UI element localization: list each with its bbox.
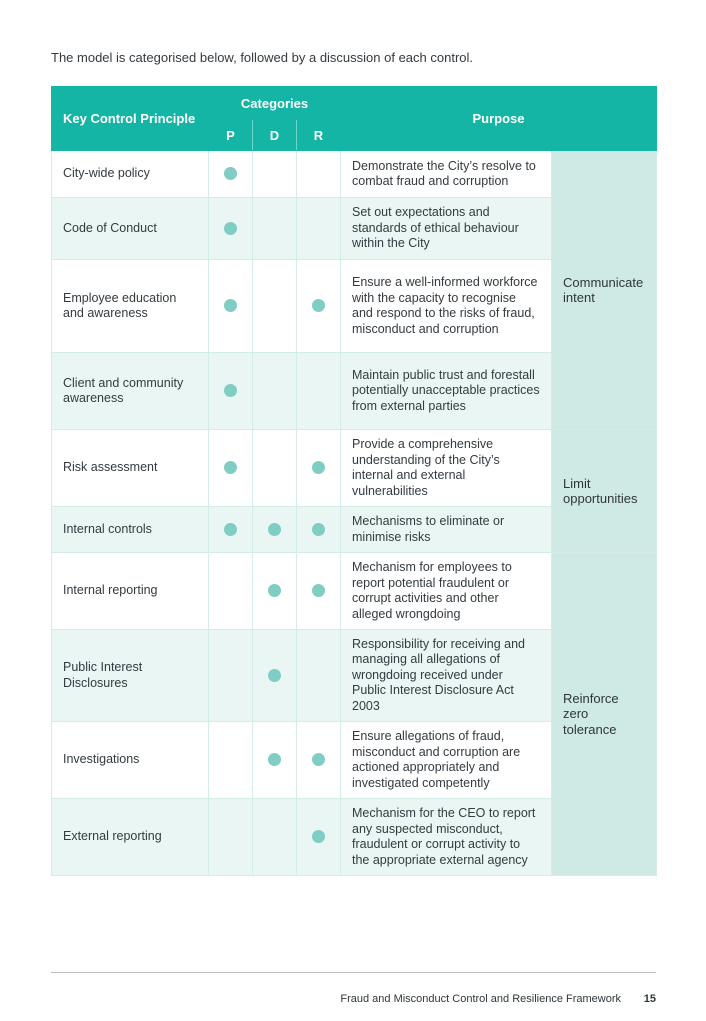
- table-row: [52, 430, 657, 507]
- p-dot-icon: [224, 384, 237, 397]
- d-dot-icon: [268, 584, 281, 597]
- cell-d: [253, 630, 297, 722]
- group-communicate-intent: Communicate intent: [552, 151, 657, 430]
- cell-d: [253, 353, 297, 430]
- cell-p: [209, 151, 253, 198]
- cell-r: [297, 799, 341, 876]
- header-d: D: [253, 120, 297, 151]
- cell-p: [209, 722, 253, 799]
- cell-d: [253, 260, 297, 353]
- d-dot-icon: [268, 523, 281, 536]
- cell-r: [297, 430, 341, 507]
- footer-title: Fraud and Misconduct Control and Resilience Framework: [340, 993, 621, 1005]
- cell-p: [209, 430, 253, 507]
- header-r: R: [297, 120, 341, 151]
- d-dot-icon: [268, 753, 281, 766]
- r-dot-icon: [312, 753, 325, 766]
- intro-text: The model is categorised below, followed by a discussion of each control.: [51, 50, 474, 65]
- row-purpose: Mechanism for employees to report potential fraudulent or corrupt activities and other alleged wrongdoing: [341, 553, 552, 630]
- cell-d: [253, 553, 297, 630]
- row-purpose: Ensure allegations of fraud, misconduct and corruption are actioned appropriately and investigated competently: [341, 722, 552, 799]
- row-purpose: Responsibility for receiving and managing all allegations of wrongdoing received under Public Interest Disclosure Act 2003: [341, 630, 552, 722]
- group-limit-opportunities: Limit opportunities: [552, 430, 657, 553]
- row-principle: Investigations: [52, 722, 209, 799]
- r-dot-icon: [312, 830, 325, 843]
- cell-r: [297, 630, 341, 722]
- table-row: [52, 553, 657, 630]
- row-purpose: Ensure a well-informed workforce with the capacity to recognise and respond to the risks of fraud, misconduct and corruption: [341, 260, 552, 353]
- row-purpose: Demonstrate the City’s resolve to combat fraud and corruption: [341, 151, 552, 198]
- row-purpose: Mechanisms to eliminate or minimise risks: [341, 507, 552, 553]
- key-control-table: [51, 86, 657, 876]
- cell-p: [209, 260, 253, 353]
- group-reinforce-zero-tolerance: Reinforce zero tolerance: [552, 553, 657, 876]
- cell-d: [253, 430, 297, 507]
- header-p: P: [209, 120, 253, 151]
- cell-p: [209, 507, 253, 553]
- header-principle: Key Control Principle: [52, 87, 209, 151]
- cell-r: [297, 151, 341, 198]
- cell-d: [253, 507, 297, 553]
- cell-r: [297, 260, 341, 353]
- cell-r: [297, 507, 341, 553]
- cell-p: [209, 198, 253, 260]
- r-dot-icon: [312, 299, 325, 312]
- cell-d: [253, 722, 297, 799]
- row-principle: City-wide policy: [52, 151, 209, 198]
- row-purpose: Set out expectations and standards of ethical behaviour within the City: [341, 198, 552, 260]
- cell-p: [209, 353, 253, 430]
- row-principle: Employee education and awareness: [52, 260, 209, 353]
- row-principle: External reporting: [52, 799, 209, 876]
- p-dot-icon: [224, 461, 237, 474]
- p-dot-icon: [224, 299, 237, 312]
- p-dot-icon: [224, 523, 237, 536]
- footer-divider: [51, 972, 656, 973]
- cell-r: [297, 353, 341, 430]
- cell-r: [297, 198, 341, 260]
- row-purpose: Mechanism for the CEO to report any suspected misconduct, fraudulent or corrupt activity to the appropriate external agency: [341, 799, 552, 876]
- row-principle: Client and community awareness: [52, 353, 209, 430]
- row-principle: Internal controls: [52, 507, 209, 553]
- cell-p: [209, 630, 253, 722]
- cell-d: [253, 198, 297, 260]
- cell-r: [297, 553, 341, 630]
- row-purpose: Maintain public trust and forestall potentially unacceptable practices from external parties: [341, 353, 552, 430]
- row-principle: Internal reporting: [52, 553, 209, 630]
- row-principle: Risk assessment: [52, 430, 209, 507]
- p-dot-icon: [224, 167, 237, 180]
- header-categories: Categories: [209, 87, 341, 120]
- cell-p: [209, 799, 253, 876]
- row-purpose: Provide a comprehensive understanding of the City’s internal and external vulnerabilities: [341, 430, 552, 507]
- cell-d: [253, 151, 297, 198]
- cell-d: [253, 799, 297, 876]
- cell-p: [209, 553, 253, 630]
- d-dot-icon: [268, 669, 281, 682]
- r-dot-icon: [312, 584, 325, 597]
- header-purpose: Purpose: [341, 87, 657, 151]
- page-number: 15: [643, 993, 656, 1005]
- row-principle: Code of Conduct: [52, 198, 209, 260]
- table-row: [52, 151, 657, 198]
- cell-r: [297, 722, 341, 799]
- p-dot-icon: [224, 222, 237, 235]
- r-dot-icon: [312, 523, 325, 536]
- r-dot-icon: [312, 461, 325, 474]
- row-principle: Public Interest Disclosures: [52, 630, 209, 722]
